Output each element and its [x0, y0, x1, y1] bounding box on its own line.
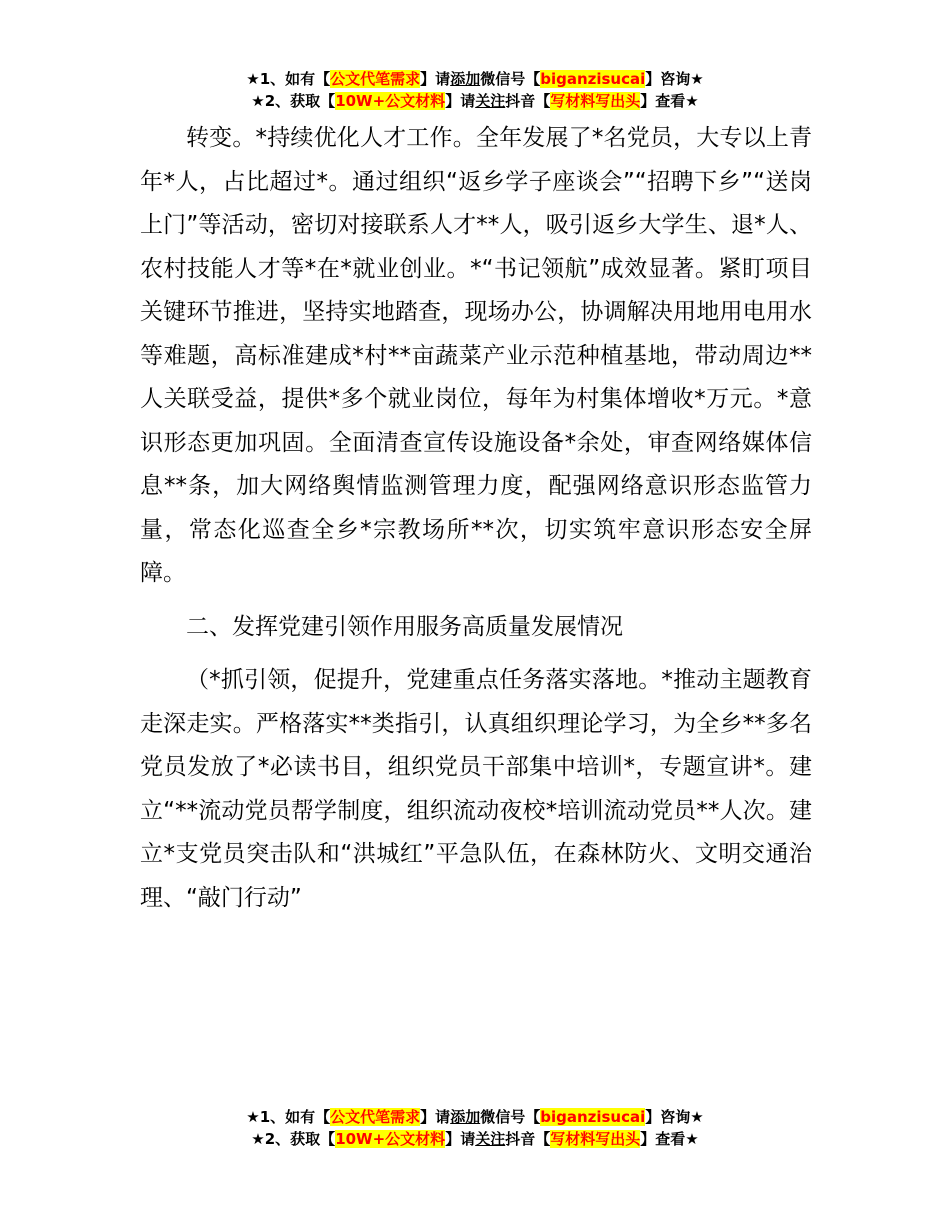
banner-underlined-text: 添加 [450, 1108, 481, 1126]
banner-highlight-wechat: biganzisucai [540, 70, 646, 88]
header-banner [0, 68, 950, 112]
banner-highlight-wechat: biganzisucai [540, 1108, 646, 1126]
banner-underlined-text: 关注 [475, 1130, 506, 1148]
document-body [140, 117, 812, 920]
banner-line-1 [0, 68, 950, 90]
banner-text: 】咨询★ [645, 1108, 704, 1126]
banner-line-1 [0, 1106, 950, 1128]
banner-line-2 [0, 1128, 950, 1150]
banner-text: ★2、获取【 [251, 92, 336, 110]
banner-highlight: 10W+公文材料 [335, 1130, 446, 1148]
banner-highlight: 10W+公文材料 [335, 92, 446, 110]
banner-text: 】请 [420, 1108, 451, 1126]
banner-text: 】请 [445, 1130, 476, 1148]
banner-text: 】请 [445, 92, 476, 110]
banner-highlight-douyin: 写材料写出头 [550, 92, 641, 110]
banner-text: 抖音【 [505, 1130, 551, 1148]
banner-text: 微信号【 [480, 1108, 541, 1126]
banner-text: ★2、获取【 [251, 1130, 336, 1148]
banner-text: ★1、如有【 [246, 1108, 331, 1126]
banner-underlined-text: 添加 [450, 70, 481, 88]
banner-highlight-douyin: 写材料写出头 [550, 1130, 641, 1148]
banner-underlined-text: 关注 [475, 92, 506, 110]
banner-line-2 [0, 90, 950, 112]
banner-highlight: 公文代笔需求 [330, 70, 421, 88]
section-heading-2: 二、发挥党建引领作用服务高质量发展情况 [186, 613, 623, 640]
banner-highlight: 公文代笔需求 [330, 1108, 421, 1126]
banner-text: 】请 [420, 70, 451, 88]
paragraph-2: （*抓引领，促提升，党建重点任务落实落地。*推动主题教育走深走实。严格落实**类指引，认真组织理论学习，为全乡**多名党员发放了*必读书目，组织党员干部集中培训*，专题宣讲*。建立“**流动党员帮学制度，组织流动夜校*培训流动党员**人次。建立*支党员突击队和“洪城红”平急队伍，在森林防火、文明交通治理、“敲门行动” [140, 667, 813, 911]
banner-text: 】咨询★ [645, 70, 704, 88]
banner-text: 微信号【 [480, 70, 541, 88]
banner-text: ★1、如有【 [246, 70, 331, 88]
banner-text: 】查看★ [640, 1130, 699, 1148]
banner-text: 】查看★ [640, 92, 699, 110]
banner-text: 抖音【 [505, 92, 551, 110]
paragraph-1: 转变。*持续优化人才工作。全年发展了*名党员，大专以上青年*人，占比超过*。通过组织“返乡学子座谈会”“招聘下乡”“送岗上门”等活动，密切对接联系人才**人，吸引返乡大学生、退*人、农村技能人才等*在*就业创业。*“书记领航”成效显著。紧盯项目关键环节推进，坚持实地踏查，现场办公，协调解决用地用电用水等难题，高标准建成*村**亩蔬菜产业示范种植基地，带动周边**人关联受益，提供*多个就业岗位，每年为村集体增收*万元。*意识形态更加巩固。全面清查宣传设施设备*余处，审查网络媒体信息**条，加大网络舆情监测管理力度，配强网络意识形态监管力量，常态化巡查全乡*宗教场所**次，切实筑牢意识形态安全屏障。 [140, 125, 812, 586]
footer-banner [0, 1106, 950, 1150]
